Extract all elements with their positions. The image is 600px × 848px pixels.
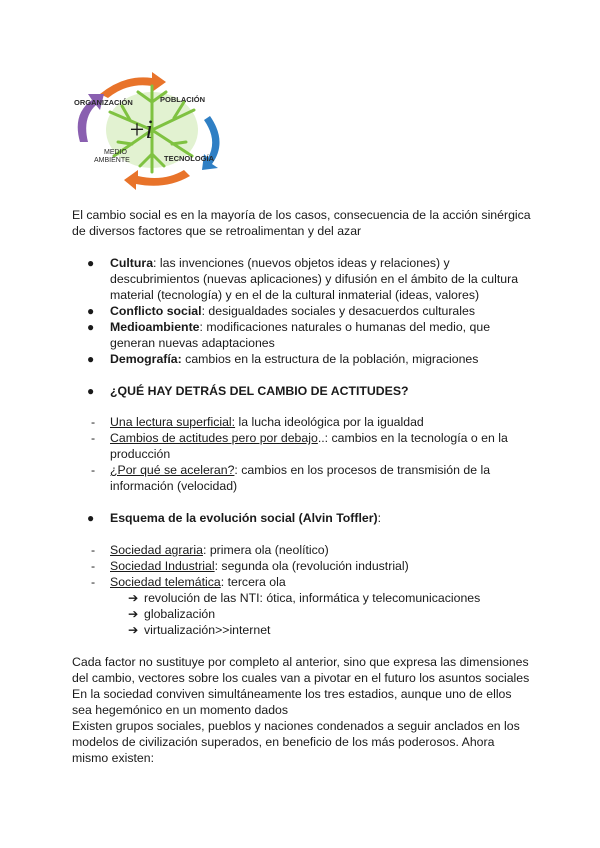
wave-item: [72, 558, 542, 574]
intro-line-2: de diversos factores que se retroalimentan y del azar: [72, 224, 362, 238]
label-medio: MEDIO: [104, 149, 127, 156]
factor-term: Demografía:: [110, 352, 182, 366]
wave-text: : segunda ola (revolución industrial): [214, 559, 409, 573]
third-wave-text: globalización: [144, 607, 216, 621]
dash-marker: -: [91, 463, 96, 477]
label-tecnologia: TECNOLOGÍA: [164, 154, 214, 163]
label-ambiente: AMBIENTE: [94, 157, 130, 164]
factor-text: : modificaciones naturales o humanas del medio, que: [199, 320, 491, 334]
closing-line: del cambio, vectores sobre los cuales van a pivotar en el futuro los asuntos sociales: [72, 671, 530, 685]
cause-link: Una lectura superficial:: [110, 415, 236, 429]
cause-item: [72, 462, 542, 494]
cause-text: la lucha ideológica por la igualdad: [235, 415, 424, 429]
diagram-graphic: [70, 72, 230, 190]
closing-line: modelos de civilización superados, en beneficio de los más poderosos. Ahora: [72, 735, 495, 749]
dash-marker: -: [91, 415, 96, 429]
third-wave-item: [72, 590, 542, 606]
bullet-icon: ●: [87, 352, 95, 366]
factor-text: cambios en la estructura de la población, migraciones: [181, 352, 479, 366]
wave-text: : primera ola (neolítico): [202, 543, 329, 557]
arrow-right-icon: ➔: [128, 591, 139, 605]
arrow-right-icon: ➔: [128, 623, 139, 637]
cause-link: ¿Por qué se aceleran?: [110, 463, 235, 477]
waves-list: [72, 542, 542, 638]
wave-link: Sociedad agraria: [110, 543, 203, 557]
social-change-diagram-logo: [70, 72, 230, 190]
closing-line: Cada factor no sustituye por completo al anterior, sino que expresa las dimensiones: [72, 655, 529, 669]
factor-text: : las invenciones (nuevos objetos ideas y relaciones) y: [153, 256, 450, 270]
factor-term: Cultura: [110, 256, 154, 270]
intro-paragraph: [72, 207, 542, 239]
cause-text-cont: información (velocidad): [110, 479, 238, 493]
bullet-icon: ●: [87, 384, 95, 398]
arrow-bottom-orange: [124, 170, 190, 190]
third-wave-text: revolución de las NTI: ótica, informática y telecomunicaciones: [144, 591, 481, 605]
factor-item: [72, 255, 542, 303]
closing-paragraphs: [72, 654, 542, 766]
cause-link: Cambios de actitudes pero por debajo: [110, 431, 318, 445]
factors-list: [72, 255, 542, 367]
third-wave-item: [72, 606, 542, 622]
bullet-icon: ●: [87, 511, 95, 525]
wave-link: Sociedad Industrial: [110, 559, 215, 573]
wave-link: Sociedad telemática: [110, 575, 221, 589]
factor-text: : desigualdades sociales y desacuerdos culturales: [201, 304, 475, 318]
closing-line: sea hegemónico en un momento dados: [72, 703, 289, 717]
arrow-right-icon: ➔: [128, 607, 139, 621]
wave-item: [72, 542, 542, 558]
question-heading: ¿QUÉ HAY DETRÁS DEL CAMBIO DE ACTITUDES?: [110, 384, 409, 398]
third-wave-text: virtualización>>internet: [144, 623, 271, 637]
factor-term: Conflicto social: [110, 304, 202, 318]
toffler-heading: Esquema de la evolución social (Alvin Toffler): [110, 511, 378, 525]
toffler-heading-item: [72, 510, 542, 526]
bullet-icon: ●: [87, 256, 95, 270]
closing-line: mismo existen:: [72, 751, 155, 765]
question-heading-item: [72, 383, 542, 399]
cause-text: ..: cambios en la tecnología o en la: [317, 431, 508, 445]
cause-text: : cambios en los procesos de transmisión de la: [234, 463, 491, 477]
factor-item: [72, 351, 542, 367]
third-wave-item: [72, 622, 542, 638]
dash-marker: -: [91, 559, 96, 573]
label-plus-i: +i: [128, 115, 153, 144]
intro-line-1: El cambio social es en la mayoría de los casos, consecuencia de la acción sinérgica: [72, 208, 531, 222]
factor-item: [72, 319, 542, 351]
bullet-icon: ●: [87, 320, 95, 334]
toffler-heading-block: [72, 510, 542, 526]
causes-list: [72, 414, 542, 494]
factor-term: Medioambiente: [110, 320, 200, 334]
dash-marker: -: [91, 543, 96, 557]
wave-item: [72, 574, 542, 590]
dash-marker: -: [91, 575, 96, 589]
factor-text-cont: material (tecnología) y en el de la cultural inmaterial (ideas, valores): [110, 288, 480, 302]
question-heading-block: [72, 383, 542, 399]
wave-text: : tercera ola: [220, 575, 286, 589]
factor-item: [72, 303, 542, 319]
bullet-icon: ●: [87, 304, 95, 318]
dash-marker: -: [91, 431, 96, 445]
label-poblacion: POBLACIÓN: [160, 95, 205, 104]
cause-text-cont: producción: [110, 447, 171, 461]
closing-line: Existen grupos sociales, pueblos y naciones condenados a seguir anclados en los: [72, 719, 520, 733]
closing-line: En la sociedad conviven simultáneamente los tres estadios, aunque uno de ellos: [72, 687, 512, 701]
toffler-heading-colon: :: [377, 511, 382, 525]
cause-item: [72, 430, 542, 462]
factor-text-cont: descubrimientos (nuevas aplicaciones) y difusión en el ámbito de la cultura: [110, 272, 519, 286]
label-organizacion: ORGANIZACIÓN: [74, 98, 133, 107]
factor-text-cont: generan nuevas adaptaciones: [110, 336, 275, 350]
cause-item: [72, 414, 542, 430]
